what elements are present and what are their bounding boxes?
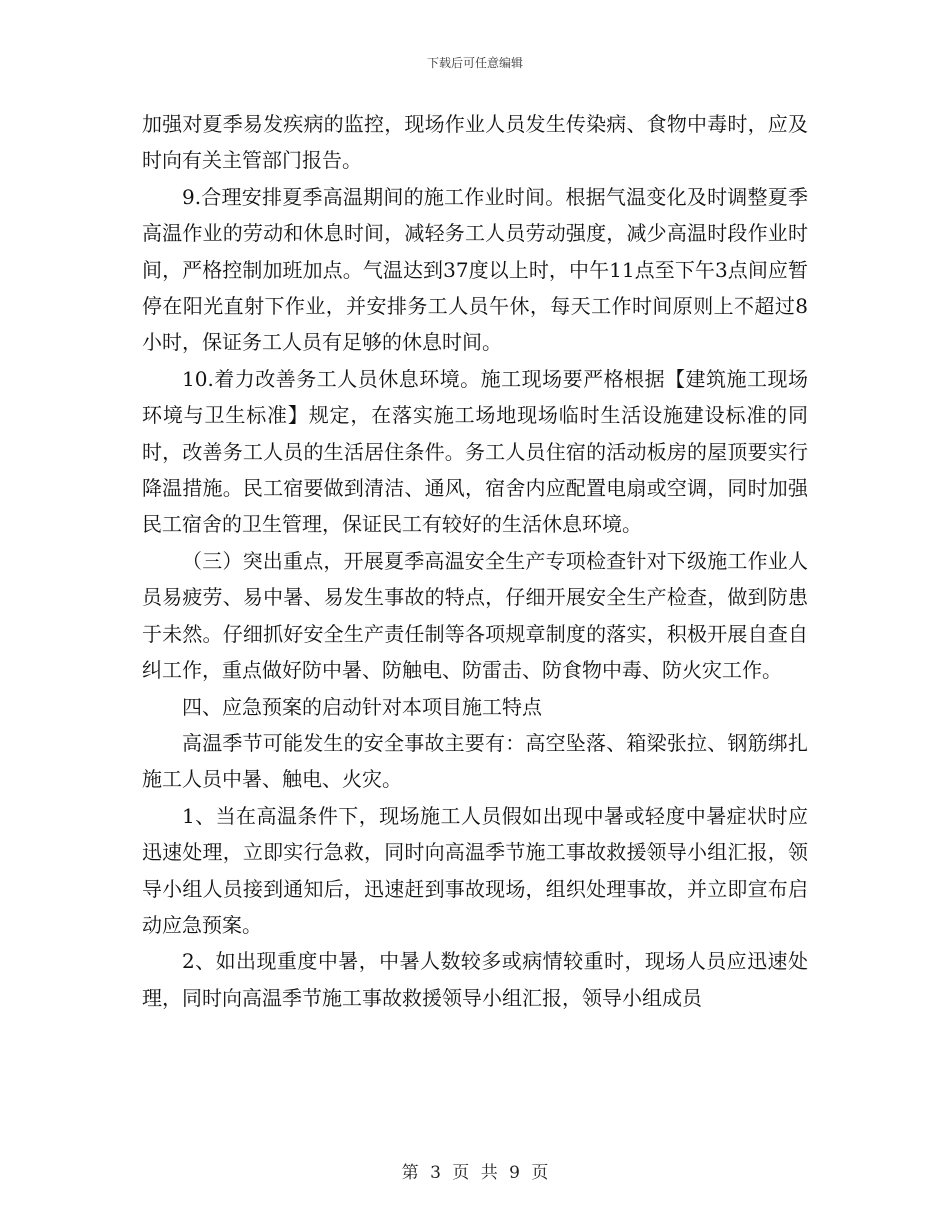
paragraph-continuation: 加强对夏季易发疾病的监控，现场作业人员发生传染病、食物中毒时，应及时向有关主管部门报告。 <box>142 112 808 173</box>
page-header: 下载后可任意编辑 <box>426 56 523 70</box>
paragraph-item-9: 9.合理安排夏季高温期间的施工作业时间。根据气温变化及时调整夏季高温作业的劳动和休息时间，减轻务工人员劳动强度，减少高温时段作业时间，严格控制加班加点。气温达到37度以上时，中午11点至下午3点间应暂停在阳光直射下作业，并安排务工人员午休，每天工作时间原则上不超过8小时，保证务工人员有足够的休息时间。 <box>142 184 808 355</box>
section-heading-4: 四、应急预案的启动针对本项目施工特点 <box>182 694 542 719</box>
paragraph-section-3: （三）突出重点，开展夏季高温安全生产专项检查针对下级施工作业人员易疲劳、易中暑、易发生事故的特点，仔细开展安全生产检查，做到防患于未然。仔细抓好安全生产责任制等各项规章制度的落实，积极开展自查自纠工作，重点做好防中暑、防触电、防雷击、防食物中毒、防火灾工作。 <box>142 548 808 683</box>
paragraph-item-10: 10.着力改善务工人员休息环境。施工现场要严格根据【建筑施工现场环境与卫生标准】规定，在落实施工场地现场临时生活设施建设标准的同时，改善务工人员的生活居住条件。务工人员住宿的活动板房的屋顶要实行降温措施。民工宿要做到清洁、通风，宿舍内应配置电扇或空调，同时加强民工宿舍的卫生管理，保证民工有较好的生活休息环境。 <box>142 366 808 537</box>
paragraph-step-2: 2、如出现重度中暑，中暑人数较多或病情较重时，现场人员应迅速处理，同时向高温季节施工事故救援领导小组汇报，领导小组成员 <box>142 949 808 1010</box>
paragraph-step-1: 1、当在高温条件下，现场施工人员假如出现中暑或轻度中暑症状时应迅速处理，立即实行急救，同时向高温季节施工事故救援领导小组汇报，领导小组人员接到通知后，迅速赶到事故现场，组织处理事故，并立即宣布启动应急预案。 <box>142 803 808 937</box>
page-number: 第 3 页 共 9 页 <box>401 1163 549 1183</box>
paragraph-accident-types: 高温季节可能发生的安全事故主要有：高空坠落、箱梁张拉、钢筋绑扎施工人员中暑、触电、火灾。 <box>142 730 808 792</box>
document-body <box>142 106 808 1016</box>
